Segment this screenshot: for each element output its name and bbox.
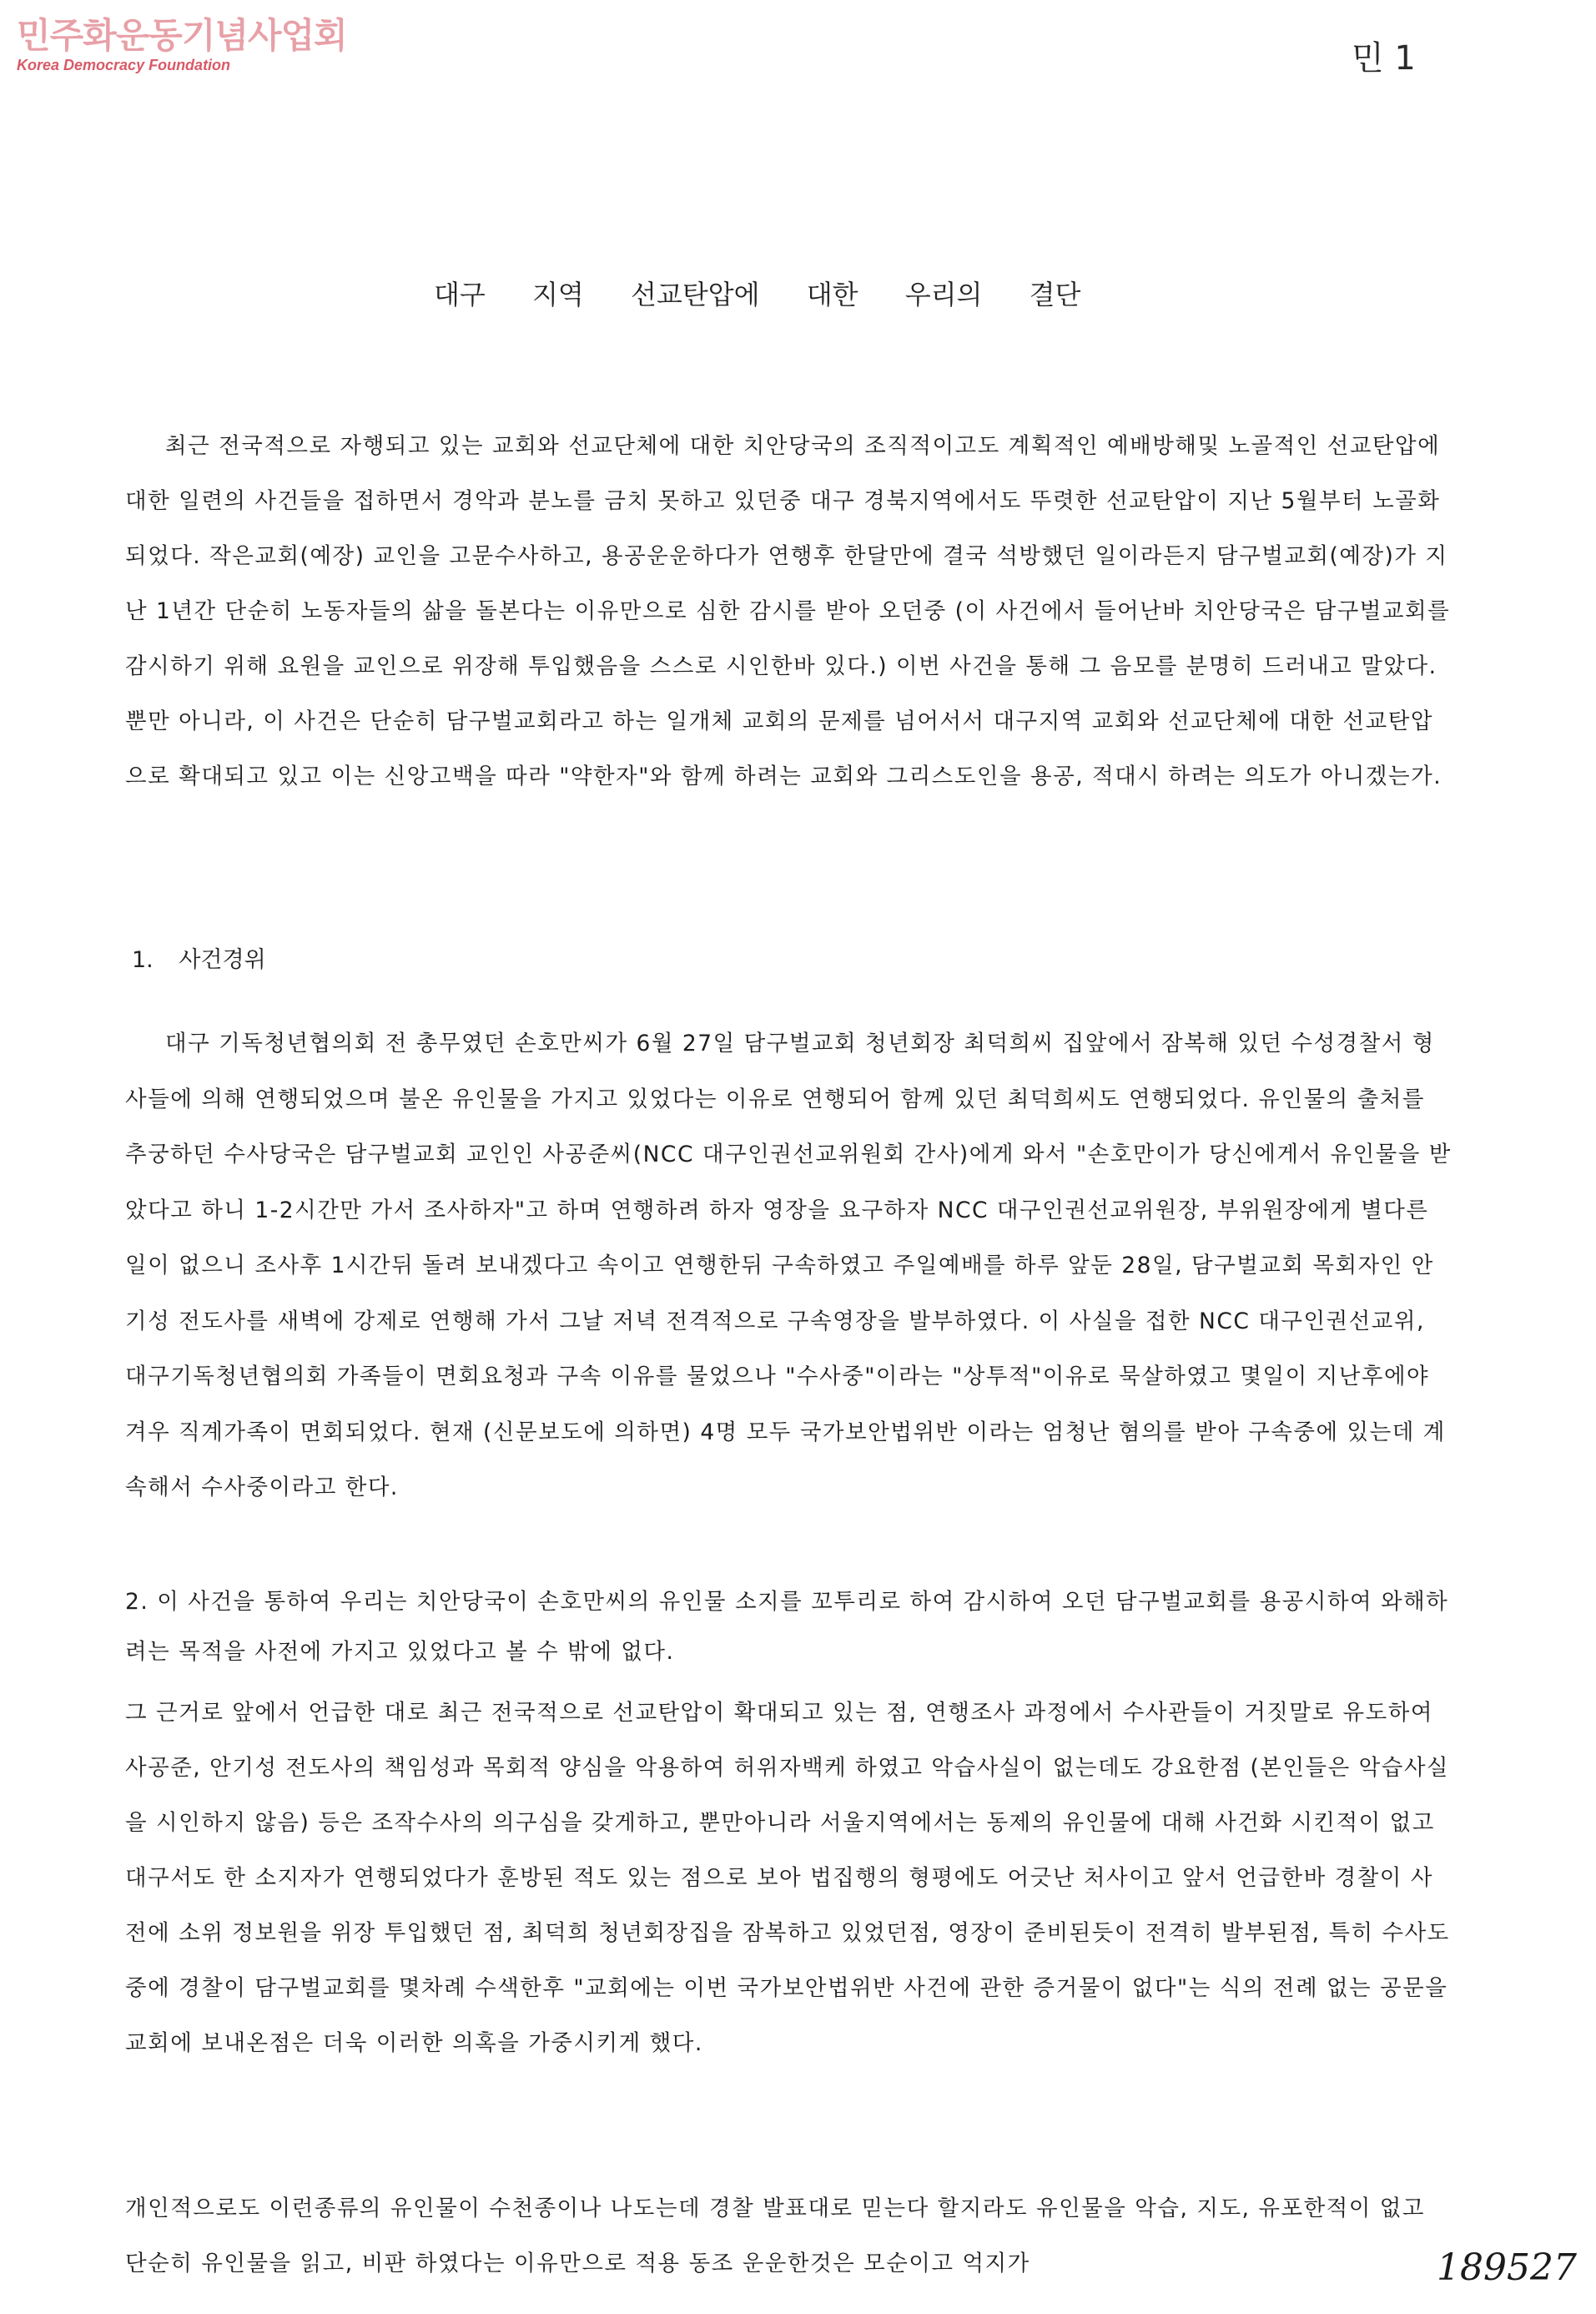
section-1-body: 대구 기독청년협의회 전 총무였던 손호만씨가 6월 27일 담구벌교회 청년회장 최덕희씨 집앞에서 잠복해 있던 수성경찰서 형사들에 의해 연행되었으며 불온 유인물을 가지고 있었다는 이유로 연행되어 함께 있던 최덕희씨도 연행되었다. 유인물의 출처를 추궁하던 수사당국은 담구벌교회 교인인 사공준씨(NCC 대구인권선교위원회 간사)에게 와서 "손호만이가 당신에게서 유인물을 받았다고 하니 1-2시간만 가서 조사하자"고 하며 연행하려 하자 영장을 요구하자 NCC 대구인권선교위원장, 부위원장에게 별다른 일이 없으니 조사후 1시간뒤 돌려 보내겠다고 속이고 연행한뒤 구속하였고 주일예배를 하루 앞둔 28일, 담구벌교회 목회자인 안기성 전도사를 새벽에 강제로 연행해 가서 그날 저녁 전격적으로 구속영장을 발부하였다. 이 사실을 접한 NCC 대구인권선교위, 대구기독청년협의회 가족들이 면회요청과 구속 이유를 물었으나 "수사중"이라는 "상투적"이유로 묵살하였고 몇일이 지난후에야 겨우 직계가족이 면회되었다. 현재 (신문보도에 의하면) 4명 모두 국가보안법위반 이라는 엄청난 혐의를 받아 구속중에 있는데 계속해서 수사중이라고 한다. [125, 1031, 1452, 1500]
intro-paragraph: 최근 전국적으로 자행되고 있는 교회와 선교단체에 대한 치안당국의 조직적이고도 계획적인 예배방해및 노골적인 선교탄압에 대한 일련의 사건들을 접하면서 경악과 분노를 금치 못하고 있던중 대구 경북지역에서도 뚜렷한 선교탄압이 지난 5월부터 노골화 되었다. 작은교회(예장) 교인을 고문수사하고, 용공운운하다가 연행후 한달만에 결국 석방했던 일이라든지 담구벌교회(예장)가 지난 1년간 단순히 노동자들의 삶을 돌본다는 이유만으로 심한 감시를 받아 오던중 (이 사건에서 들어난바 치안당국은 담구벌교회를 감시하기 위해 요원을 교인으로 위장해 투입했음을 스스로 시인한바 있다.) 이번 사건을 통해 그 음모를 분명히 드러내고 말았다. 뿐만 아니라, 이 사건은 단순히 담구벌교회라고 하는 일개체 교회의 문제를 넘어서서 대구지역 교회와 선교단체에 대한 선교탄압으로 확대되고 있고 이는 신앙고백을 따라 "약한자"와 함께 하려는 교회와 그리스도인을 용공, 적대시 하려는 의도가 아니겠는가. [125, 433, 1451, 789]
section-2-body: 그 근거로 앞에서 언급한 대로 최근 전국적으로 선교탄압이 확대되고 있는 점, 연행조사 과정에서 수사관들이 거짓말로 유도하여 사공준, 안기성 전도사의 책임성과 목회적 양심을 악용하여 허위자백케 하였고 악습사실이 없는데도 강요한점 (본인들은 악습사실을 시인하지 않음) 등은 조작수사의 의구심을 갖게하고, 뿐만아니라 서울지역에서는 동제의 유인물에 대해 사건화 시킨적이 없고 대구서도 한 소지자가 연행되었다가 훈방된 적도 있는 점으로 보아 법집행의 형평에도 어긋난 처사이고 앞서 언급한바 경찰이 사전에 소위 정보원을 위장 투입했던 점, 최덕희 청년회장집을 잠복하고 있었던점, 영장이 준비된듯이 전격히 발부된점, 특히 수사도중에 경찰이 담구벌교회를 몇차례 수색한후 "교회에는 이번 국가보안법위반 사건에 관한 증거물이 없다"는 식의 전례 없는 공문을 교회에 보내온점은 더욱 이러한 의혹을 가중시키게 했다. [125, 1700, 1450, 2056]
section-2-continuation: 개인적으로도 이런종류의 유인물이 수천종이나 나도는데 경찰 발표대로 믿는다 할지라도 유인물을 악습, 지도, 유포한적이 없고 단순히 유인물을 읽고, 비판 하였다는 이유만으로 적용 동조 운운한것은 모순이고 억지가 [125, 2196, 1426, 2276]
handwritten-archive-number: 189527 [1437, 2246, 1577, 2289]
document-title: 대구 지역 선교탄압에 대한 우리의 결단 [434, 279, 1081, 310]
handwritten-page-mark: 민 1 [1352, 39, 1416, 78]
watermark-korean: 민주화운동기념사업회 [17, 15, 347, 56]
section-1-heading: 1. 사건경위 [132, 947, 266, 973]
foundation-watermark [17, 17, 347, 73]
section-2-lead: 2. 이 사건을 통하여 우리는 치안당국이 손호만씨의 유인물 소지를 꼬투리로 하여 감시하여 오던 담구벌교회를 용공시하여 와해하려는 목적을 사전에 가지고 있었다고 볼 수 밖에 없다. [125, 1589, 1449, 1665]
watermark-english: Korea Democracy Foundation [17, 57, 231, 73]
